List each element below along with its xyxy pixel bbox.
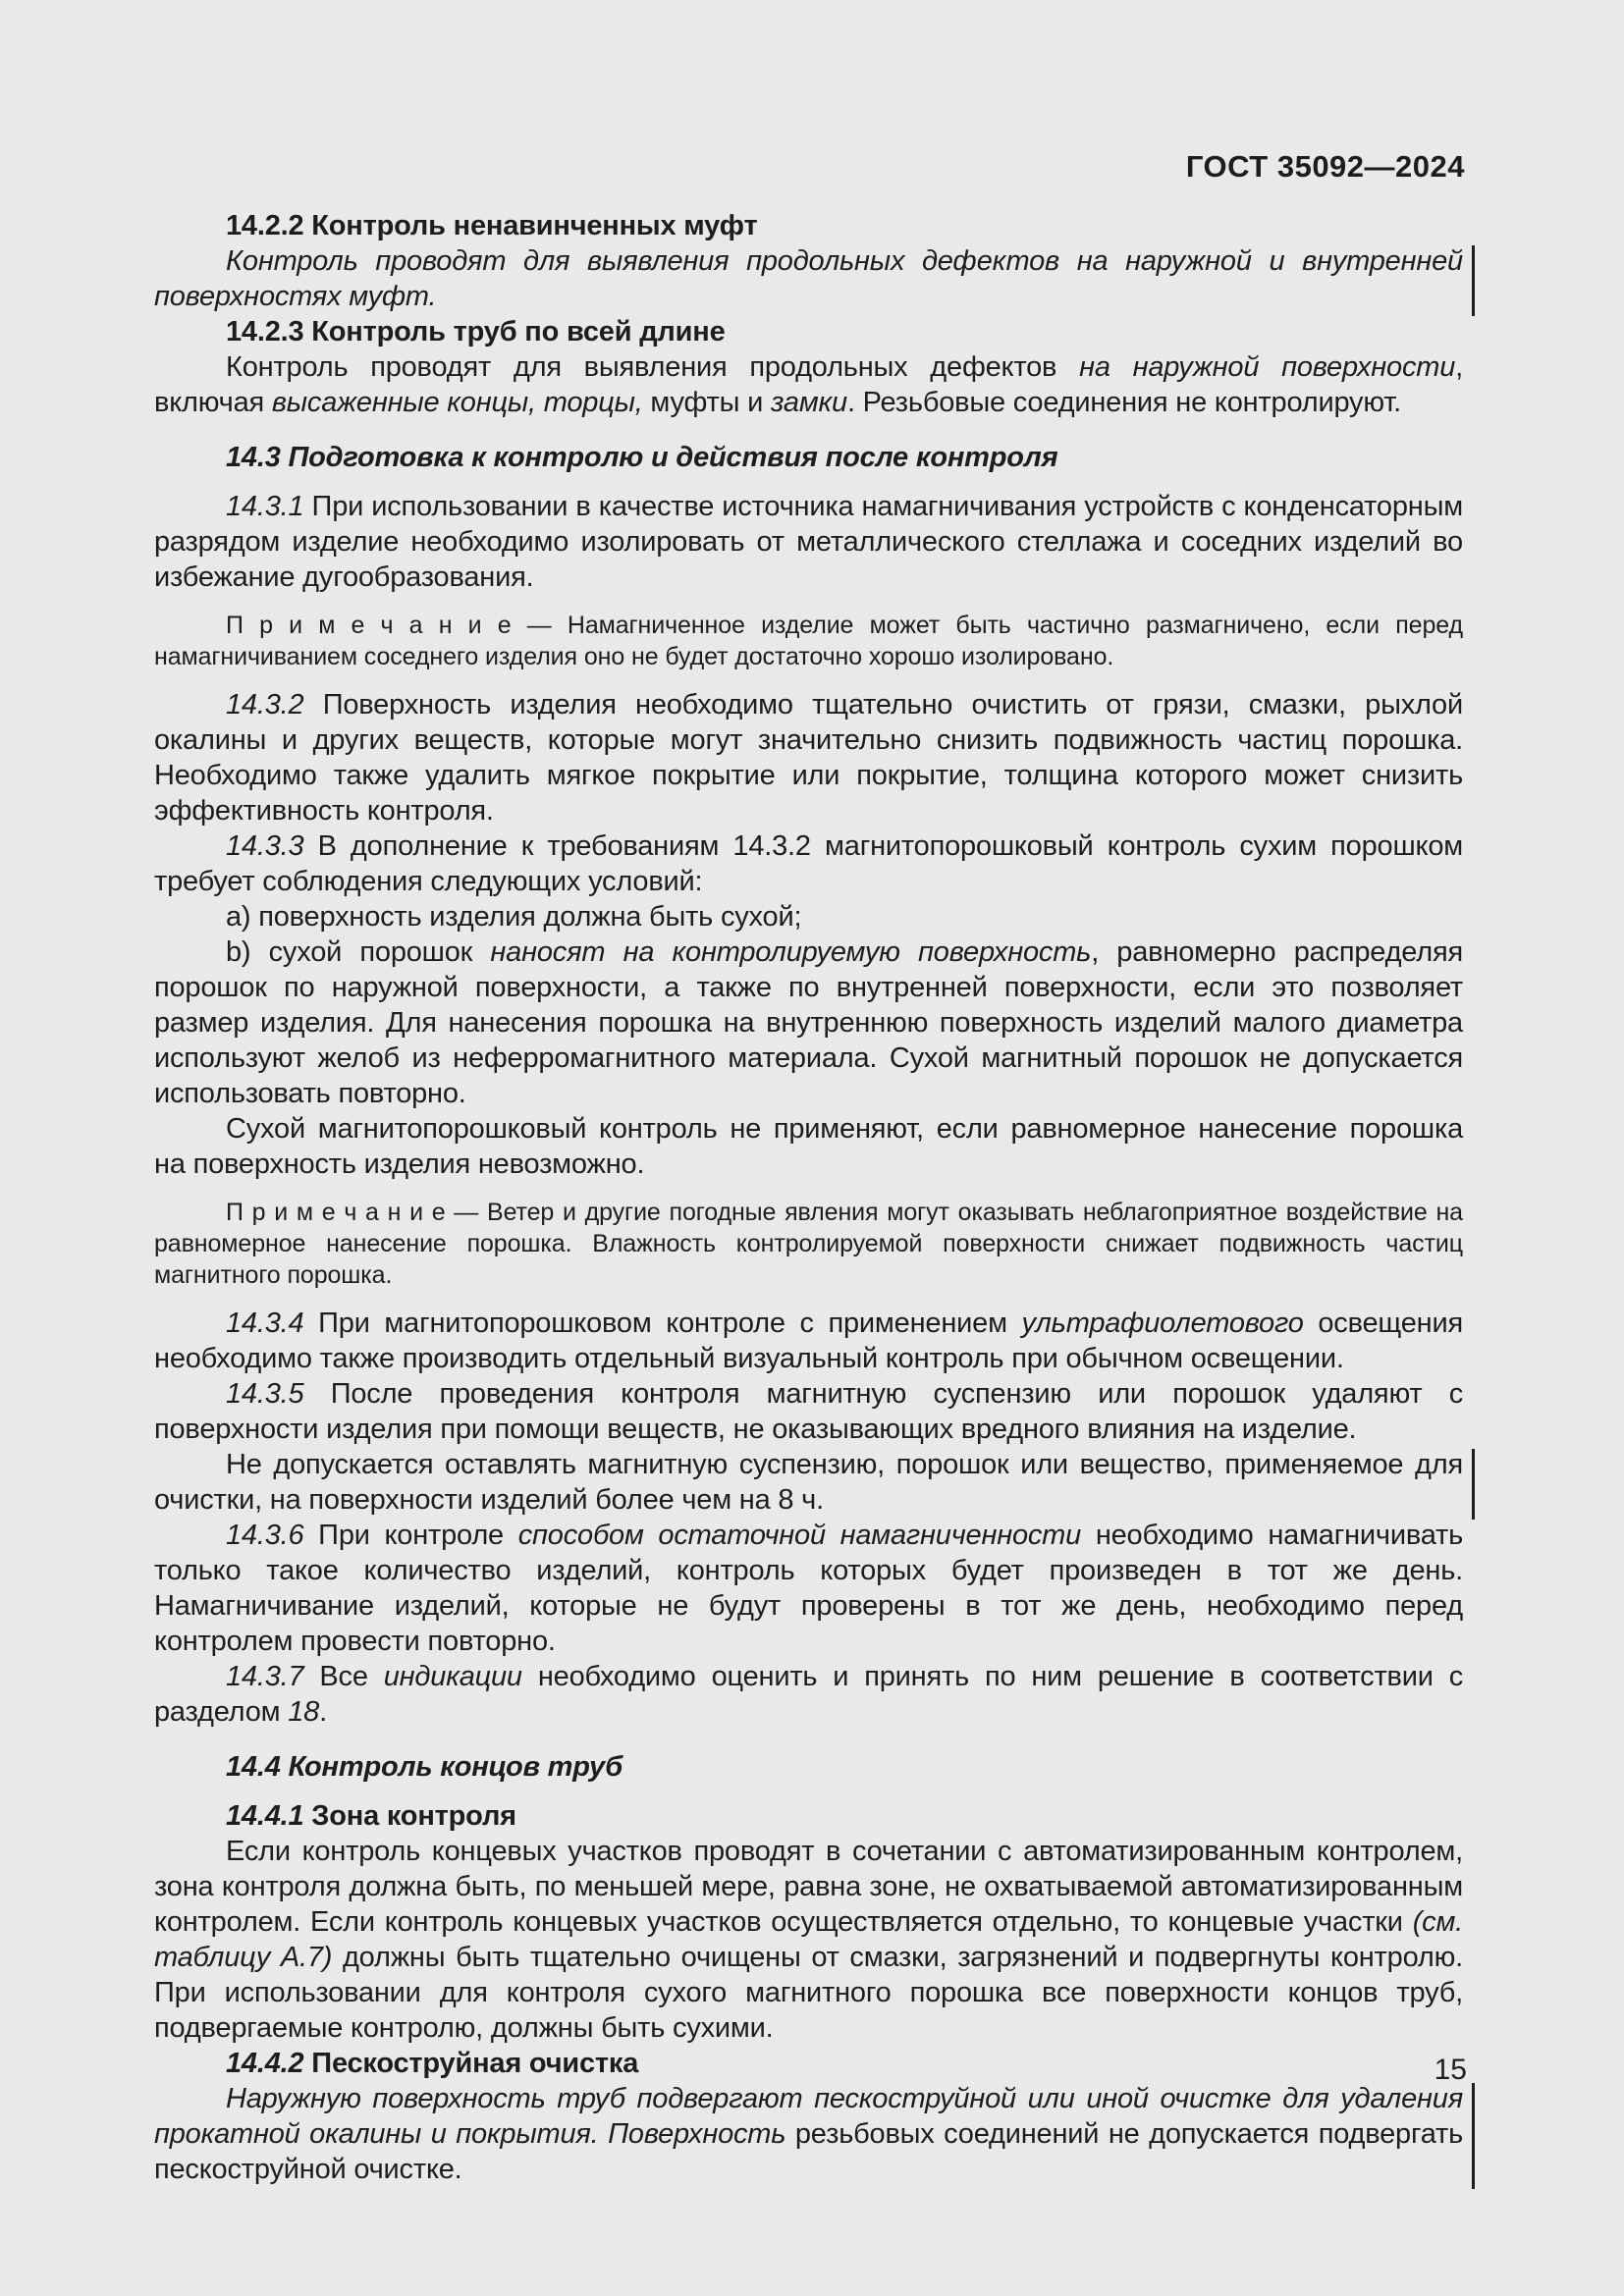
text-run: При использовании в качестве источника намагничивания устройств с конденсаторным разрядом изделие необходимо изолировать от металлического стеллажа и соседних изделий во избежание дугообразования.	[154, 491, 1463, 593]
text-run: П р и м е ч а н и е — Ветер и другие погодные явления могут оказывать неблагоприятное воздействие на равномерное нанесение порошка. Влажность контролируемой поверхности снижает подвижность частиц магнитного порошка.	[154, 1199, 1463, 1289]
paragraph	[154, 1834, 1463, 2046]
text-run: способом остаточной намагниченности	[517, 1520, 1082, 1551]
text-run: должны быть тщательно очищены от смазки, загрязнений и подвергнуты контролю. При использовании для контроля сухого магнитного порошка все поверхности концов труб, подвергаемые контролю, должны быть сухими.	[154, 1942, 1463, 2044]
text-run: При магнитопорошковом контроле с применением	[303, 1308, 1022, 1339]
text-run: индикации	[383, 1661, 522, 1692]
text-run: b) сухой порошок	[226, 936, 491, 968]
text-run: .	[319, 1696, 327, 1728]
document-blocks	[154, 208, 1463, 2187]
paragraph	[154, 1518, 1463, 1659]
text-run: П р и м е ч а н и е — Намагниченное изделие может быть частично размагничено, если перед намагничиванием соседнего изделия оно не будет достаточно хорошо изолировано.	[154, 612, 1463, 670]
change-marker-bar	[1472, 245, 1475, 316]
text-run: 14.4	[226, 1751, 281, 1783]
text-run: При контроле	[303, 1520, 518, 1551]
text-run: Не допускается оставлять магнитную суспензию, порошок или вещество, применяемое для очистки, на поверхности изделий более чем на 8 ч.	[154, 1449, 1463, 1516]
text-run: Контроль проводят для выявления продольных дефектов	[226, 351, 1080, 383]
paragraph	[154, 1447, 1463, 1518]
subclause-heading	[154, 1798, 1463, 1834]
text-run: , равномерно распределяя порошок по наружной поверхности, а также по внутренней поверхности, если это позволяет размер изделия. Для нанесения порошка на внутреннюю поверхность изделий малого диаметра используют желоб из неферромагнитного материала. Сухой магнитный порошок не допускается использовать повторно.	[154, 936, 1463, 1109]
paragraph	[154, 1111, 1463, 1182]
text-run: 14.3.5	[226, 1378, 304, 1410]
paragraph	[154, 1659, 1463, 1730]
running-header-standard-number: ГОСТ 35092—2024	[1185, 149, 1465, 184]
text-run: 14.4.1	[226, 1800, 304, 1832]
note-paragraph	[154, 610, 1463, 672]
page-number: 15	[1434, 2054, 1467, 2086]
paragraph	[154, 1306, 1463, 1376]
paragraph	[154, 2081, 1463, 2187]
text-run: 14.3 Подготовка к контролю и действия после контроля	[226, 442, 1058, 473]
text-run: Если контроль концевых участков проводят в сочетании с автоматизированным контролем, зона контроля должна быть, по меньшей мере, равна зоне, не охватываемой автоматизированным контролем. Если контроль концевых участков осуществляется отдельно, то концевые участки	[154, 1836, 1463, 1938]
text-run: 14.4.2	[226, 2048, 304, 2079]
text-run: необходимо намагничивать только такое количество изделий, контроль которых будет произведен в тот же день. Намагничивание изделий, которые не будут проверены в тот же день, необходимо перед контролем провести повторно.	[154, 1520, 1463, 1657]
text-run: В дополнение к требованиям 14.3.2 магнитопорошковый контроль сухим порошком требует соблюдения следующих условий:	[154, 830, 1463, 897]
text-run: 14.2.2 Контроль ненавинченных муфт	[226, 210, 758, 241]
change-marker-bar	[1472, 1449, 1475, 1520]
text-run: 14.2.3 Контроль труб по всей длине	[226, 316, 726, 347]
text-run: 14.3.4	[226, 1308, 304, 1339]
text-run: 14.3.2	[226, 689, 304, 721]
paragraph	[154, 934, 1463, 1111]
text-run: концов труб	[440, 1751, 623, 1783]
section-heading	[154, 1749, 1463, 1785]
text-run: Зона контроля	[303, 1800, 516, 1832]
text-run: Сухой магнитопорошковый контроль не применяют, если равномерное нанесение порошка на поверхность изделия невозможно.	[154, 1113, 1463, 1180]
paragraph	[154, 349, 1463, 420]
text-run: , включая	[154, 351, 1463, 418]
text-run: Пескоструйная очистка	[303, 2048, 639, 2079]
text-run: Наружную поверхность труб подвергают пескоструйной или иной очистке для удаления прокатной окалины и покрытия. Поверхность	[154, 2083, 1463, 2150]
text-run: (см. таблицу А.7)	[154, 1906, 1463, 1973]
subclause-heading	[154, 208, 1463, 243]
text-run: наносят на контролируемую поверхность	[490, 936, 1092, 968]
text-run: 14.3.3	[226, 830, 304, 862]
change-marker-bar	[1472, 2083, 1475, 2189]
text-run: ультрафиолетового	[1021, 1308, 1304, 1339]
text-run: на наружной поверхности	[1079, 351, 1456, 383]
text-run: Все	[303, 1661, 384, 1692]
text-run: Контроль	[280, 1751, 441, 1783]
text-run: . Резьбовые соединения не контролируют.	[846, 387, 1401, 418]
paragraph	[154, 899, 1463, 934]
text-run: 14.3.1	[226, 491, 304, 522]
section-heading	[154, 440, 1463, 475]
paragraph	[154, 687, 1463, 828]
text-run: Контроль проводят для выявления продольных дефектов на наружной и внутренней поверхностях муфт.	[154, 245, 1463, 312]
text-run: a) поверхность изделия должна быть сухой;	[226, 901, 802, 933]
paragraph	[154, 1376, 1463, 1447]
text-run: 14.3.7	[226, 1661, 304, 1692]
text-run: высаженные концы, торцы,	[271, 387, 643, 418]
paragraph	[154, 828, 1463, 899]
paragraph	[154, 489, 1463, 595]
text-run: 18	[288, 1696, 320, 1728]
text-run: необходимо оценить и принять по ним решение в соответствии с разделом	[154, 1661, 1463, 1728]
text-run: освещения необходимо также производить отдельный визуальный контроль при обычном освещении.	[154, 1308, 1464, 1374]
text-run: 14.3.6	[226, 1520, 304, 1551]
subclause-heading	[154, 314, 1463, 349]
text-run: муфты и	[642, 387, 771, 418]
note-paragraph	[154, 1197, 1463, 1291]
text-run: замки	[770, 387, 847, 418]
text-run: После проведения контроля магнитную суспензию или порошок удаляют с поверхности изделия при помощи веществ, не оказывающих вредного влияния на изделие.	[154, 1378, 1463, 1445]
paragraph	[154, 243, 1463, 314]
text-run: резьбовых соединений не допускается подвергать пескоструйной очистке.	[154, 2118, 1463, 2185]
text-run: Поверхность изделия необходимо тщательно очистить от грязи, смазки, рыхлой окалины и других веществ, которые могут значительно снизить подвижность частиц порошка. Необходимо также удалить мягкое покрытие или покрытие, толщина которого может снизить эффективность контроля.	[154, 689, 1463, 827]
